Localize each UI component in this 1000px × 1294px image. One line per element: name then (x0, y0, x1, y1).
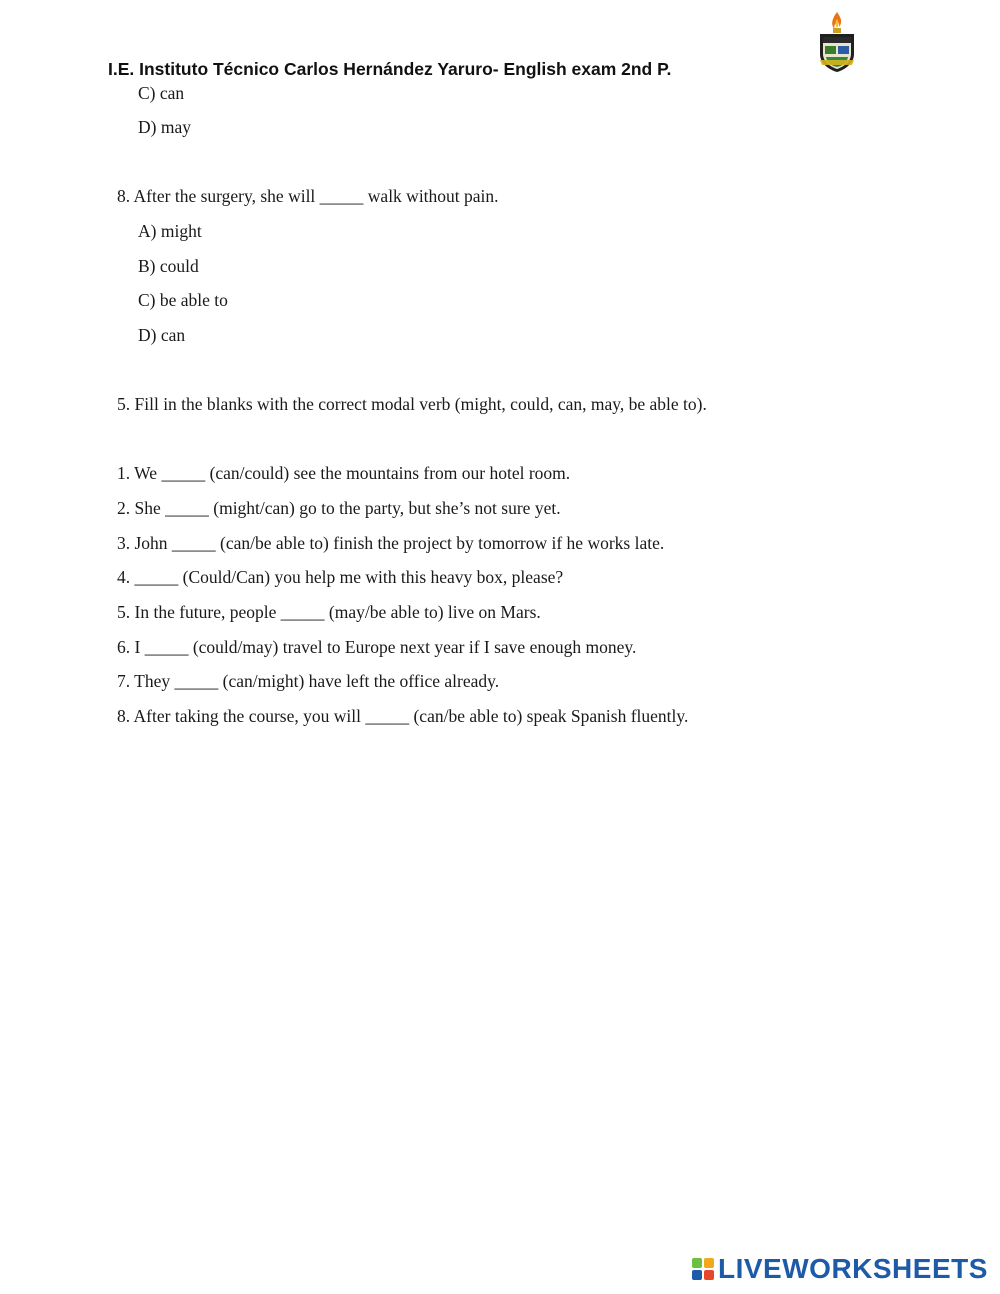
liveworksheets-logo-icon (692, 1258, 714, 1280)
option-d-previous: D) may (138, 117, 191, 137)
liveworksheets-logo[interactable] (692, 1254, 988, 1284)
question-8-option-d: D) can (138, 325, 186, 345)
option-c-previous: C) can (138, 83, 185, 103)
fill-blank-item: 1. We _____ (can/could) see the mountains from our hotel room. (117, 463, 571, 483)
fill-blank-item: 6. I _____ (could/may) travel to Europe next year if I save enough money. (117, 637, 637, 657)
fill-blank-item: 2. She _____ (might/can) go to the party, but she’s not sure yet. (117, 498, 561, 518)
liveworksheets-brand-text: LIVEWORKSHEETS (718, 1253, 988, 1284)
fill-blank-item: 7. They _____ (can/might) have left the office already. (117, 671, 500, 691)
fill-blank-item: 8. After taking the course, you will _____ (can/be able to) speak Spanish fluently. (117, 706, 689, 726)
school-crest-icon (816, 10, 858, 74)
question-8-option-b: B) could (138, 256, 199, 276)
fill-blank-item: 4. _____ (Could/Can) you help me with this heavy box, please? (117, 567, 564, 587)
section-5-instruction: 5. Fill in the blanks with the correct modal verb (might, could, can, may, be able to). (117, 394, 707, 414)
question-8-option-c: C) be able to (138, 290, 228, 310)
question-8-option-a: A) might (138, 221, 202, 241)
fill-blank-item: 5. In the future, people _____ (may/be able to) live on Mars. (117, 602, 541, 622)
fill-blank-item: 3. John _____ (can/be able to) finish the project by tomorrow if he works late. (117, 533, 665, 553)
question-8-text: 8. After the surgery, she will _____ walk without pain. (117, 186, 499, 206)
page-title: I.E. Instituto Técnico Carlos Hernández Yaruro- English exam 2nd P. (108, 59, 672, 79)
